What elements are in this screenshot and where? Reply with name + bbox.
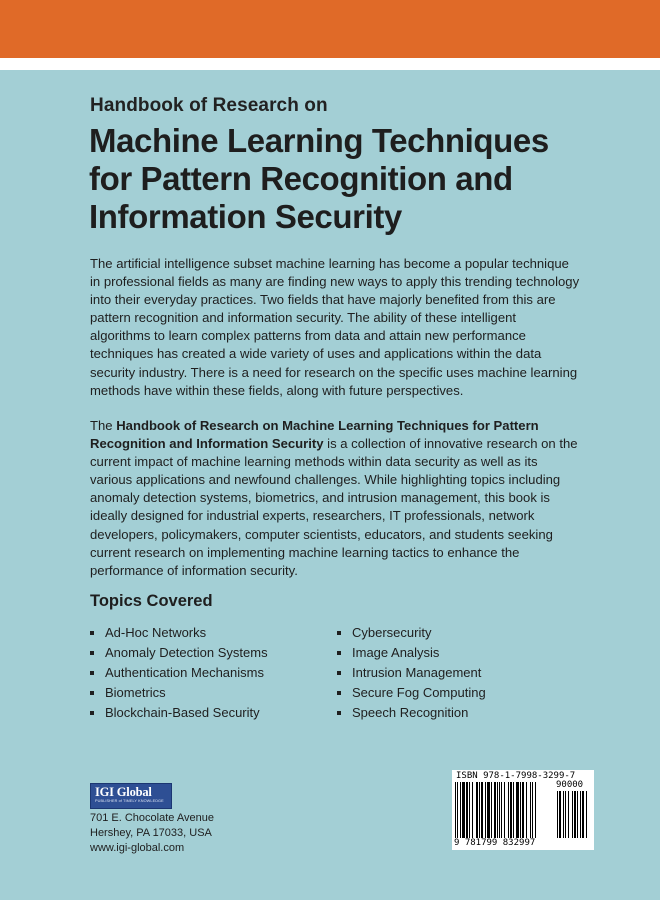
barcode-bar bbox=[582, 791, 584, 838]
description-paragraph-1: The artificial intelligence subset machine learning has become a popular technique in professional fields as many are finding new ways to apply this trending technology into their everyday practices. Two fields that have majorly benefited from this are pattern recognition and information security. The ability of these intelligent algorithms to learn complex patterns from data and attain new performance techniques has created a wide variety of uses and applications within the data security industry. There is a need for research on the specific uses machine learning methods have within these fields, along with future perspectives. bbox=[90, 256, 580, 398]
topic-label: Speech Recognition bbox=[352, 705, 469, 720]
barcode-bar bbox=[516, 782, 519, 838]
bullet-icon bbox=[337, 631, 341, 635]
description-paragraph-2 bbox=[90, 417, 580, 580]
barcode-bar bbox=[501, 782, 502, 838]
barcode-bar bbox=[466, 782, 468, 838]
barcode-bar bbox=[481, 782, 483, 838]
barcode-bar bbox=[535, 782, 536, 838]
paragraph-2-lead: The bbox=[90, 418, 117, 433]
topic-label: Biometrics bbox=[105, 685, 166, 700]
barcode-bar bbox=[508, 782, 509, 838]
barcode-bar bbox=[457, 782, 458, 838]
barcode-bar bbox=[494, 782, 496, 838]
book-title-line-2: for Pattern Recognition and bbox=[89, 160, 513, 197]
barcode-bar bbox=[572, 791, 573, 838]
bullet-icon bbox=[90, 651, 94, 655]
topic-item bbox=[337, 663, 486, 683]
paragraph-2-book-title: Handbook of Research on Machine Learning Techniques for Pattern Recognition and Information Security bbox=[90, 418, 539, 452]
publisher-logo-text: IGI Global bbox=[95, 785, 152, 799]
barcode-bar bbox=[497, 782, 498, 838]
barcode-bar bbox=[532, 782, 533, 838]
paragraph-2-body: is a collection of innovative research on the current impact of machine learning methods within data security as well as its various applications and newfound challenges. While highlighting topics including anomaly detection systems, biometrics, and intrusion management, this book is ideally designed for industrial experts, researchers, IT professionals, network developers, policymakers, computer scientists, educators, and students seeking current research on implementing machine learning tactics to enhance the performance of information security. bbox=[90, 436, 578, 578]
barcode-bar bbox=[568, 791, 569, 838]
topic-item bbox=[337, 683, 486, 703]
topic-label: Image Analysis bbox=[352, 645, 440, 660]
barcode-bar bbox=[460, 782, 461, 838]
bullet-icon bbox=[90, 691, 94, 695]
bullet-icon bbox=[90, 671, 94, 675]
ean-number: 9 781799 832997 bbox=[454, 838, 536, 848]
barcode-bar bbox=[559, 791, 561, 838]
topic-label: Ad-Hoc Networks bbox=[105, 625, 207, 640]
barcode-bar bbox=[504, 782, 505, 838]
barcode-bar bbox=[526, 782, 527, 838]
barcode-bar bbox=[557, 791, 558, 838]
address-city: Hershey, PA 17033, USA bbox=[90, 827, 212, 839]
topics-heading: Topics Covered bbox=[90, 592, 213, 610]
topic-label: Intrusion Management bbox=[352, 665, 482, 680]
barcode-bar bbox=[469, 782, 470, 838]
topics-list-right bbox=[337, 623, 486, 723]
bullet-icon bbox=[90, 631, 94, 635]
topic-item bbox=[90, 643, 268, 663]
barcode-bar bbox=[574, 791, 576, 838]
topic-item bbox=[90, 623, 268, 643]
publisher-website: www.igi-global.com bbox=[90, 842, 185, 854]
barcode-bar bbox=[491, 782, 492, 838]
topic-item bbox=[337, 623, 486, 643]
book-title-line-3: Information Security bbox=[89, 198, 402, 235]
topics-list-left bbox=[90, 623, 268, 723]
barcode-bar bbox=[462, 782, 465, 838]
bullet-icon bbox=[90, 711, 94, 715]
topic-label: Secure Fog Computing bbox=[352, 685, 486, 700]
publisher-address bbox=[90, 811, 214, 856]
barcode-bar bbox=[485, 782, 486, 838]
barcode-bar bbox=[487, 782, 490, 838]
price-code: 90000 bbox=[556, 780, 584, 790]
barcode-bar bbox=[565, 791, 566, 838]
barcode-bar bbox=[563, 791, 564, 838]
topic-item bbox=[337, 643, 486, 663]
publisher-logo-tagline: PUBLISHER of TIMELY KNOWLEDGE bbox=[95, 799, 164, 803]
bullet-icon bbox=[337, 691, 341, 695]
barcode-bar bbox=[476, 782, 478, 838]
barcode-bar bbox=[499, 782, 500, 838]
barcode-bar bbox=[510, 782, 512, 838]
topic-label: Anomaly Detection Systems bbox=[105, 645, 268, 660]
topic-item bbox=[337, 703, 486, 723]
book-title bbox=[89, 122, 619, 236]
address-street: 701 E. Chocolate Avenue bbox=[90, 812, 214, 824]
bullet-icon bbox=[337, 671, 341, 675]
topic-item bbox=[90, 663, 268, 683]
barcode-bar bbox=[479, 782, 480, 838]
barcode-bar bbox=[472, 782, 473, 838]
isbn-number: ISBN 978-1-7998-3299-7 bbox=[456, 771, 576, 781]
topic-item bbox=[90, 703, 268, 723]
isbn-barcode bbox=[452, 770, 594, 850]
bullet-icon bbox=[337, 651, 341, 655]
topic-label: Authentication Mechanisms bbox=[105, 665, 264, 680]
barcode-bar bbox=[586, 791, 587, 838]
barcode-bar bbox=[577, 791, 578, 838]
book-pre-title: Handbook of Research on bbox=[90, 95, 328, 116]
top-color-band bbox=[0, 0, 660, 58]
topic-label: Cybersecurity bbox=[352, 625, 432, 640]
barcode-bar bbox=[522, 782, 524, 838]
topic-label: Blockchain-Based Security bbox=[105, 705, 260, 720]
bullet-icon bbox=[337, 711, 341, 715]
barcode-bar bbox=[513, 782, 514, 838]
book-title-line-1: Machine Learning Techniques bbox=[89, 122, 549, 159]
barcode-bar bbox=[520, 782, 521, 838]
publisher-logo bbox=[90, 783, 172, 809]
addon-barcode-bars bbox=[557, 791, 591, 838]
main-barcode-bars bbox=[455, 782, 553, 838]
topic-item bbox=[90, 683, 268, 703]
barcode-bar bbox=[455, 782, 456, 838]
barcode-bar bbox=[530, 782, 531, 838]
barcode-bar bbox=[580, 791, 581, 838]
